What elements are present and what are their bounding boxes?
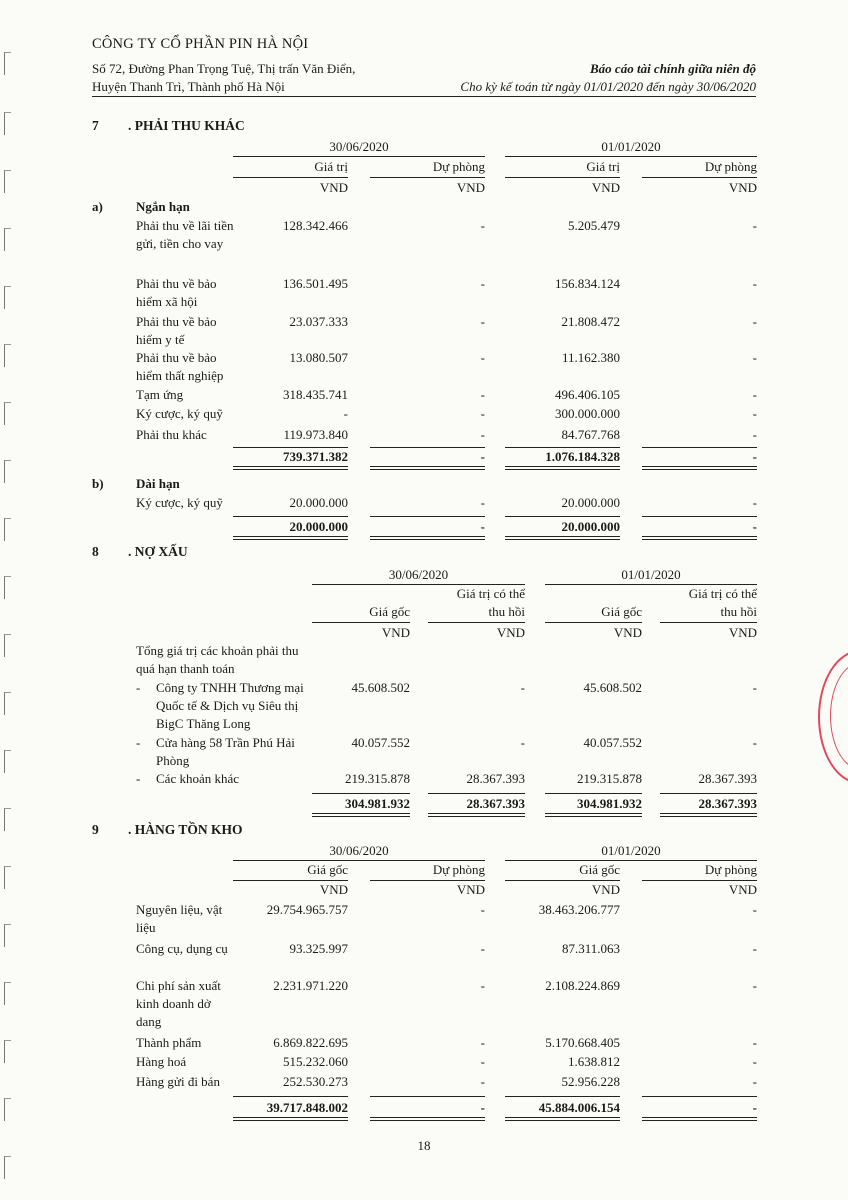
- cell-provision-2: -: [752, 1035, 757, 1050]
- total-provision-1: -: [480, 1100, 485, 1115]
- s8-col-recoverable-1: Giá trị có thể: [456, 586, 525, 601]
- cell-value-1: 119.973.840: [283, 427, 348, 442]
- cell-provision-2: -: [752, 406, 757, 421]
- cell-value-2: 21.808.472: [561, 314, 620, 329]
- section-8-title: . NỢ XẤU: [128, 544, 188, 559]
- row-label: Các khoản khác: [156, 771, 240, 786]
- s8-col-recoverable-2b: thu hồi: [720, 604, 757, 619]
- double-rule: [370, 536, 485, 540]
- cell-value-2: 5.205.479: [568, 218, 620, 233]
- row-label: Công cụ, dụng cụ: [136, 941, 228, 956]
- total-provision-2: -: [752, 519, 757, 534]
- address-line-2: Huyện Thanh Trì, Thành phố Hà Nội: [92, 79, 285, 94]
- double-rule: [505, 1117, 620, 1121]
- double-rule: [233, 466, 348, 470]
- cell-provision-1: -: [480, 978, 485, 993]
- cell-provision-2: -: [752, 350, 757, 365]
- row-label: Phải thu khác: [136, 427, 207, 442]
- s9-date-2: 01/01/2020: [601, 843, 661, 858]
- cell-provision-1: -: [480, 276, 485, 291]
- cell-cost-1: 45.608.502: [351, 680, 410, 695]
- cell-provision-1: -: [480, 218, 485, 233]
- cell-value-2: 156.834.124: [555, 276, 620, 291]
- page-number: 18: [417, 1138, 431, 1153]
- cell-provision-2: -: [752, 314, 757, 329]
- total-cost-1: 304.981.932: [345, 796, 410, 811]
- cell-cost-1: 515.232.060: [283, 1054, 348, 1069]
- cell-cost-2: 52.956.228: [561, 1074, 620, 1089]
- cell-cost-2: 1.638.812: [568, 1054, 620, 1069]
- binding-hole: [4, 808, 11, 831]
- s8-col-recoverable-2: Giá trị có thể: [688, 586, 757, 601]
- total-cost-2: 304.981.932: [577, 796, 642, 811]
- binding-hole: [4, 576, 11, 599]
- cell-provision-1: -: [480, 314, 485, 329]
- row-label: Ký cược, ký quỹ: [136, 495, 223, 510]
- s9-unit: VND: [728, 882, 757, 897]
- cell-value-1: 13.080.507: [289, 350, 348, 365]
- list-bullet: -: [136, 680, 141, 695]
- cell-recoverable-1: -: [520, 735, 525, 750]
- cell-provision-1: -: [480, 1054, 485, 1069]
- cell-provision-1: -: [480, 495, 485, 510]
- s8-date-2: 01/01/2020: [621, 567, 681, 582]
- section-7-number: 7: [92, 118, 99, 133]
- cell-cost-2: 5.170.668.405: [545, 1035, 620, 1050]
- binding-hole: [4, 170, 11, 193]
- double-rule: [660, 813, 757, 817]
- double-rule: [642, 536, 757, 540]
- report-period: Cho kỳ kế toán từ ngày 01/01/2020 đến ngày 30/06/2020: [460, 79, 756, 94]
- s8-col-rule: [428, 622, 525, 623]
- cell-value-1: -: [343, 406, 348, 421]
- cell-cost-2: 45.608.502: [583, 680, 642, 695]
- total-rule: [642, 1096, 757, 1097]
- total-rule: [370, 1096, 485, 1097]
- cell-cost-1: 219.315.878: [345, 771, 410, 786]
- total-rule: [505, 516, 620, 517]
- row-label: Phải thu về bảo hiểm xã hội: [136, 276, 217, 309]
- total-provision-2: -: [752, 449, 757, 464]
- total-value-1: 20.000.000: [289, 519, 348, 534]
- s7-unit: VND: [456, 180, 485, 195]
- s8-col-rule: [312, 622, 410, 623]
- cell-provision-1: -: [480, 387, 485, 402]
- cell-value-2: 20.000.000: [561, 495, 620, 510]
- section-9-title: . HÀNG TỒN KHO: [128, 822, 243, 837]
- s7-unit: VND: [319, 180, 348, 195]
- cell-value-2: 84.767.768: [561, 427, 620, 442]
- s7-col-rule: [642, 177, 757, 178]
- total-rule: [505, 1096, 620, 1097]
- total-rule: [428, 793, 525, 794]
- cell-recoverable-2: 28.367.393: [698, 771, 757, 786]
- section-8-number: 8: [92, 544, 99, 559]
- binding-hole: [4, 924, 11, 947]
- s8-col-recoverable-1b: thu hồi: [488, 604, 525, 619]
- s7-part-b-label: b): [92, 476, 104, 491]
- cell-provision-2: -: [752, 495, 757, 510]
- company-name: CÔNG TY CỔ PHẦN PIN HÀ NỘI: [92, 36, 309, 52]
- cell-value-1: 318.435.741: [283, 387, 348, 402]
- s9-unit: VND: [456, 882, 485, 897]
- cell-provision-2: -: [752, 387, 757, 402]
- list-bullet: -: [136, 735, 141, 750]
- binding-hole: [4, 52, 11, 75]
- cell-provision-2: -: [752, 902, 757, 917]
- cell-recoverable-1: -: [520, 680, 525, 695]
- row-label: Ký cược, ký quỹ: [136, 406, 223, 421]
- s9-col-cost-1: Giá gốc: [307, 862, 348, 877]
- header-rule: [92, 96, 756, 97]
- total-provision-1: -: [480, 449, 485, 464]
- binding-hole: [4, 866, 11, 889]
- s8-col-cost-1: Giá gốc: [369, 604, 410, 619]
- s7-date-1-rule: [233, 156, 485, 157]
- report-title: Báo cáo tài chính giữa niên độ: [590, 61, 756, 76]
- row-label: Tạm ứng: [136, 387, 184, 402]
- total-rule: [370, 516, 485, 517]
- cell-cost-2: 38.463.206.777: [538, 902, 620, 917]
- s7-col-provision-1: Dự phòng: [432, 159, 485, 174]
- cell-provision-2: -: [752, 218, 757, 233]
- cell-provision-1: -: [480, 1035, 485, 1050]
- total-provision-1: -: [480, 519, 485, 534]
- total-recoverable-2: 28.367.393: [698, 796, 757, 811]
- cell-provision-2: -: [752, 978, 757, 993]
- total-rule: [642, 516, 757, 517]
- cell-value-1: 136.501.495: [283, 276, 348, 291]
- s9-col-provision-2: Dự phòng: [704, 862, 757, 877]
- total-recoverable-1: 28.367.393: [466, 796, 525, 811]
- s7-date-2-rule: [505, 156, 757, 157]
- cell-recoverable-2: -: [752, 680, 757, 695]
- total-rule: [660, 793, 757, 794]
- double-rule: [370, 1117, 485, 1121]
- binding-hole: [4, 1156, 11, 1179]
- binding-hole: [4, 518, 11, 541]
- s8-col-rule: [660, 622, 757, 623]
- binding-hole: [4, 634, 11, 657]
- double-rule: [642, 1117, 757, 1121]
- binding-hole: [4, 344, 11, 367]
- cell-cost-1: 2.231.971.220: [273, 978, 348, 993]
- cell-value-2: 496.406.105: [555, 387, 620, 402]
- double-rule: [545, 813, 642, 817]
- section-9-number: 9: [92, 822, 99, 837]
- double-rule: [312, 813, 410, 817]
- row-label: Cửa hàng 58 Trần Phú Hải Phòng: [156, 735, 295, 768]
- double-rule: [370, 466, 485, 470]
- binding-hole: [4, 1040, 11, 1063]
- s7-col-value-2: Giá trị: [586, 159, 620, 174]
- row-label: Hàng gửi đi bán: [136, 1074, 220, 1089]
- cell-provision-1: -: [480, 406, 485, 421]
- s8-unit: VND: [613, 625, 642, 640]
- cell-provision-1: -: [480, 941, 485, 956]
- cell-cost-2: 219.315.878: [577, 771, 642, 786]
- binding-hole: [4, 228, 11, 251]
- cell-cost-1: 252.530.273: [283, 1074, 348, 1089]
- total-value-1: 739.371.382: [283, 449, 348, 464]
- row-label: Phải thu về lãi tiền gửi, tiền cho vay: [136, 218, 234, 251]
- s9-col-cost-2: Giá gốc: [579, 862, 620, 877]
- row-label: Thành phẩm: [136, 1035, 202, 1050]
- total-value-2: 20.000.000: [561, 519, 620, 534]
- s7-part-b-title: Dài hạn: [136, 476, 180, 491]
- cell-provision-1: -: [480, 1074, 485, 1089]
- cell-cost-2: 40.057.552: [583, 735, 642, 750]
- cell-provision-1: -: [480, 427, 485, 442]
- cell-cost-1: 6.869.822.695: [273, 1035, 348, 1050]
- s9-date-1: 30/06/2020: [329, 843, 389, 858]
- s7-date-1: 30/06/2020: [329, 139, 389, 154]
- cell-cost-2: 2.108.224.869: [545, 978, 620, 993]
- s8-unit: VND: [496, 625, 525, 640]
- cell-provision-2: -: [752, 276, 757, 291]
- cell-cost-1: 93.325.997: [289, 941, 348, 956]
- total-rule: [233, 1096, 348, 1097]
- section-7-title: . PHẢI THU KHÁC: [128, 118, 245, 133]
- row-label: Hàng hoá: [136, 1054, 187, 1069]
- s7-col-value-1: Giá trị: [314, 159, 348, 174]
- cell-provision-1: -: [480, 902, 485, 917]
- s8-intro: Tổng giá trị các khoản phải thu quá hạn thanh toán: [136, 643, 299, 676]
- total-provision-2: -: [752, 1100, 757, 1115]
- list-bullet: -: [136, 771, 141, 786]
- cell-provision-2: -: [752, 427, 757, 442]
- cell-value-1: 23.037.333: [289, 314, 348, 329]
- s8-unit: VND: [728, 625, 757, 640]
- s8-unit: VND: [381, 625, 410, 640]
- double-rule: [505, 466, 620, 470]
- s7-part-a-label: a): [92, 199, 103, 214]
- cell-provision-2: -: [752, 1054, 757, 1069]
- total-rule: [233, 516, 348, 517]
- total-rule: [312, 793, 410, 794]
- total-rule: [545, 793, 642, 794]
- double-rule: [505, 536, 620, 540]
- cell-provision-1: -: [480, 350, 485, 365]
- cell-value-1: 20.000.000: [289, 495, 348, 510]
- double-rule: [233, 536, 348, 540]
- cell-provision-2: -: [752, 1074, 757, 1089]
- row-label: Công ty TNHH Thương mại Quốc tế & Dịch vụ Siêu thị BigC Thăng Long: [156, 680, 304, 731]
- s9-col-provision-1: Dự phòng: [432, 862, 485, 877]
- s9-unit: VND: [591, 882, 620, 897]
- row-label: Nguyên liệu, vật liệu: [136, 902, 223, 935]
- cell-cost-2: 87.311.063: [561, 941, 620, 956]
- double-rule: [233, 1117, 348, 1121]
- s7-col-rule: [370, 177, 485, 178]
- s8-col-cost-2: Giá gốc: [601, 604, 642, 619]
- s7-col-rule: [505, 177, 620, 178]
- cell-value-2: 300.000.000: [555, 406, 620, 421]
- s9-unit: VND: [319, 882, 348, 897]
- s8-col-rule: [545, 622, 642, 623]
- cell-provision-2: -: [752, 941, 757, 956]
- s7-col-provision-2: Dự phòng: [704, 159, 757, 174]
- binding-hole: [4, 460, 11, 483]
- cell-value-2: 11.162.380: [561, 350, 620, 365]
- cell-cost-1: 40.057.552: [351, 735, 410, 750]
- s7-date-2: 01/01/2020: [601, 139, 661, 154]
- binding-hole: [4, 692, 11, 715]
- cell-cost-1: 29.754.965.757: [266, 902, 348, 917]
- double-rule: [642, 466, 757, 470]
- total-cost-1: 39.717.848.002: [266, 1100, 348, 1115]
- address-line-1: Số 72, Đường Phan Trọng Tuệ, Thị trấn Văn Điển,: [92, 61, 356, 76]
- binding-hole: [4, 1098, 11, 1121]
- row-label: Phải thu về bảo hiểm thất nghiệp: [136, 350, 224, 383]
- cell-recoverable-2: -: [752, 735, 757, 750]
- binding-hole: [4, 750, 11, 773]
- row-label: Phải thu về bảo hiểm y tế: [136, 314, 217, 347]
- binding-hole: [4, 286, 11, 309]
- s8-date-1: 30/06/2020: [388, 567, 449, 582]
- double-rule: [428, 813, 525, 817]
- binding-hole: [4, 402, 11, 425]
- cell-value-1: 128.342.466: [283, 218, 348, 233]
- cell-recoverable-1: 28.367.393: [466, 771, 525, 786]
- binding-hole: [4, 112, 11, 135]
- total-value-2: 1.076.184.328: [545, 449, 620, 464]
- binding-hole: [4, 982, 11, 1005]
- s7-unit: VND: [728, 180, 757, 195]
- total-cost-2: 45.884.006.154: [538, 1100, 620, 1115]
- row-label: Chi phí sản xuất kinh doanh dở dang: [136, 978, 221, 1029]
- s7-unit: VND: [591, 180, 620, 195]
- s7-part-a-title: Ngắn hạn: [136, 199, 190, 214]
- s7-col-rule: [233, 177, 348, 178]
